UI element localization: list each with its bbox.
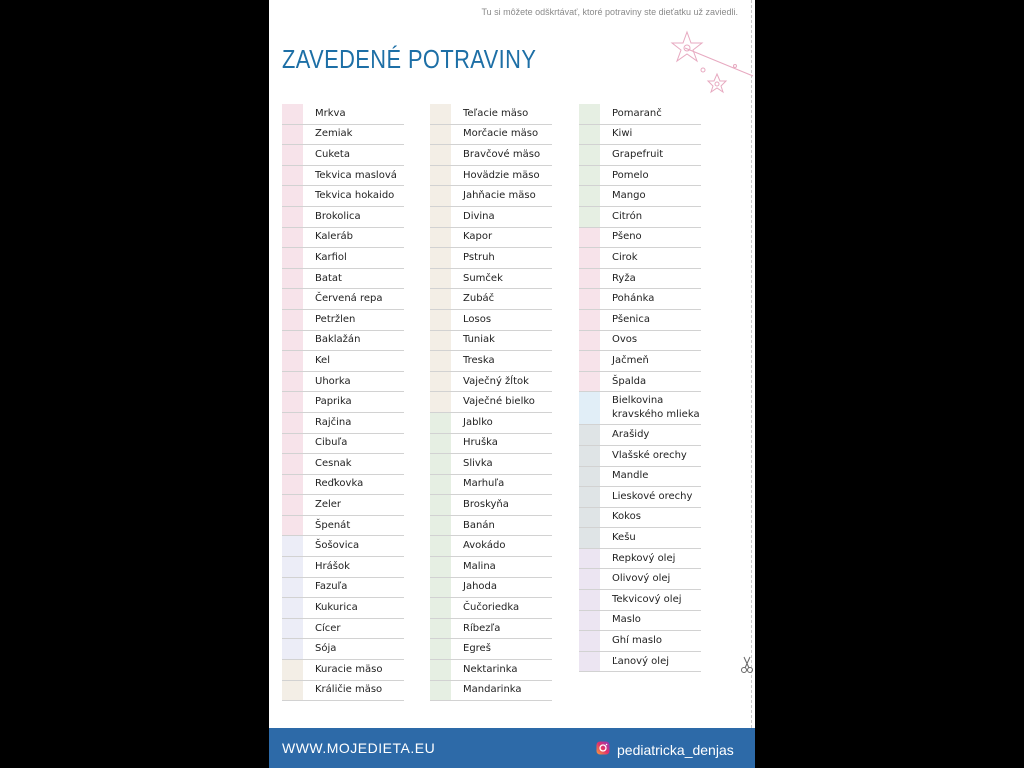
food-item-label: Cuketa [315, 148, 350, 160]
food-item-label: Avokádo [463, 540, 506, 552]
food-item-label: Slivka [463, 457, 493, 469]
food-item-label: Zubáč [463, 293, 495, 305]
food-item[interactable] [579, 331, 701, 352]
food-item[interactable] [430, 516, 552, 537]
food-item-label: Červená repa [315, 293, 383, 305]
food-item-label: Jahňacie mäso [463, 190, 536, 202]
checkbox-swatch[interactable] [430, 228, 451, 248]
checkbox-swatch[interactable] [579, 207, 600, 227]
food-item[interactable] [579, 372, 701, 393]
food-item[interactable] [282, 434, 404, 455]
food-item-label: Pstruh [463, 251, 495, 263]
food-item[interactable] [282, 557, 404, 578]
food-item-label: Hovädzie mäso [463, 169, 540, 181]
checkbox-swatch[interactable] [579, 392, 600, 424]
food-item[interactable] [282, 228, 404, 249]
food-item-label: Bielkovina kravského mlieka [612, 395, 700, 421]
food-item-label: Zeler [315, 499, 342, 511]
food-item[interactable] [430, 413, 552, 434]
food-item-label: Šošovica [315, 540, 360, 552]
checkbox-swatch[interactable] [579, 228, 600, 248]
food-item-label: Kel [315, 354, 330, 366]
food-item-label: Pšenica [612, 313, 650, 325]
food-item[interactable] [579, 228, 701, 249]
checkbox-swatch[interactable] [579, 125, 600, 145]
checkbox-swatch[interactable] [282, 454, 303, 474]
food-item[interactable] [579, 207, 701, 228]
food-item[interactable] [579, 289, 701, 310]
checkbox-swatch[interactable] [430, 392, 451, 412]
food-item-label: Jablko [463, 416, 493, 428]
food-item-label: Mango [612, 190, 646, 202]
food-item-label: Grapefruit [612, 148, 664, 160]
food-item-label: Ľanový olej [612, 655, 669, 667]
food-item[interactable] [282, 351, 404, 372]
food-item[interactable] [282, 598, 404, 619]
checkbox-swatch[interactable] [430, 639, 451, 659]
food-item-label: Broskyňa [463, 499, 509, 511]
checkbox-swatch[interactable] [430, 186, 451, 206]
food-item-label: Baklažán [315, 334, 361, 346]
food-item-label: Sója [315, 643, 337, 655]
food-item-label: Cesnak [315, 457, 352, 469]
food-item-label: Mandarinka [463, 684, 522, 696]
checkbox-swatch[interactable] [430, 536, 451, 556]
instagram-handle[interactable] [596, 740, 734, 759]
checkbox-swatch[interactable] [579, 590, 600, 610]
checkbox-swatch[interactable] [430, 598, 451, 618]
food-item[interactable] [579, 611, 701, 632]
food-item-label: Arašidy [612, 429, 650, 441]
food-item[interactable] [430, 207, 552, 228]
checkbox-swatch[interactable] [282, 289, 303, 309]
checkbox-swatch[interactable] [430, 145, 451, 165]
food-item[interactable] [282, 454, 404, 475]
food-item-label: Špenát [315, 519, 351, 531]
food-item[interactable] [430, 434, 552, 455]
instruction-note: Tu si môžete odškrtávať, ktoré potraviny ste dieťatku už zaviedli. [481, 7, 738, 17]
food-item-label: Kuracie mäso [315, 663, 383, 675]
food-item-label: Reďkovka [315, 478, 364, 490]
food-item-label: Repkový olej [612, 552, 676, 564]
food-item-label: Batat [315, 272, 342, 284]
checkbox-swatch[interactable] [282, 125, 303, 145]
checkbox-swatch[interactable] [430, 516, 451, 536]
checkbox-swatch[interactable] [579, 351, 600, 371]
food-item[interactable] [282, 516, 404, 537]
food-item[interactable] [430, 166, 552, 187]
food-column-3 [579, 104, 701, 672]
checkbox-swatch[interactable] [282, 681, 303, 701]
food-item[interactable] [579, 467, 701, 488]
footer-bar [269, 728, 755, 768]
checkbox-swatch[interactable] [282, 557, 303, 577]
food-item-label: Olivový olej [612, 573, 671, 585]
food-item[interactable] [579, 652, 701, 673]
checkbox-swatch[interactable] [282, 495, 303, 515]
checkbox-swatch[interactable] [282, 536, 303, 556]
food-item[interactable] [282, 248, 404, 269]
page-title: ZAVEDENÉ POTRAVINY [282, 44, 537, 74]
food-item[interactable] [282, 619, 404, 640]
food-item-label: Jačmeň [612, 354, 649, 366]
cut-line [751, 0, 752, 728]
food-item[interactable] [579, 145, 701, 166]
food-item[interactable] [282, 639, 404, 660]
document-page [269, 0, 755, 768]
checkbox-swatch[interactable] [579, 549, 600, 569]
checkbox-swatch[interactable] [579, 269, 600, 289]
food-item[interactable] [282, 331, 404, 352]
food-item[interactable] [430, 639, 552, 660]
checkbox-swatch[interactable] [579, 467, 600, 487]
food-item-label: Uhorka [315, 375, 351, 387]
checkbox-swatch[interactable] [282, 269, 303, 289]
food-item[interactable] [430, 186, 552, 207]
checkbox-swatch[interactable] [579, 331, 600, 351]
food-item[interactable] [430, 475, 552, 496]
checkbox-swatch[interactable] [430, 269, 451, 289]
checkbox-swatch[interactable] [430, 681, 451, 701]
checkbox-swatch[interactable] [430, 475, 451, 495]
instagram-label: pediatricka_denjas [617, 741, 734, 758]
food-item-label: Tekvica maslová [315, 169, 397, 181]
checkbox-swatch[interactable] [430, 578, 451, 598]
food-item[interactable] [579, 248, 701, 269]
food-item[interactable] [282, 681, 404, 702]
food-item-label: Ryža [612, 272, 636, 284]
food-item-label: Čučoriedka [463, 602, 520, 614]
checkbox-swatch[interactable] [282, 104, 303, 124]
food-item-label: Petržlen [315, 313, 356, 325]
food-item[interactable] [430, 536, 552, 557]
food-item[interactable] [430, 454, 552, 475]
checkbox-swatch[interactable] [579, 104, 600, 124]
food-item-label: Malina [463, 560, 496, 572]
food-item-label: Kukurica [315, 602, 358, 614]
food-item-label: Jahoda [463, 581, 498, 593]
food-item[interactable] [282, 413, 404, 434]
website-link[interactable]: WWW.MOJEDIETA.EU [282, 740, 436, 756]
checkbox-swatch[interactable] [579, 487, 600, 507]
food-item-label: Treska [463, 354, 495, 366]
food-item-label: Ovos [612, 334, 638, 346]
food-item-label: Vaječný žĺtok [463, 375, 529, 387]
food-item[interactable] [430, 598, 552, 619]
food-item[interactable] [579, 590, 701, 611]
food-item-label: Hrášok [315, 560, 350, 572]
food-item[interactable] [282, 495, 404, 516]
checkbox-swatch[interactable] [430, 289, 451, 309]
checkbox-swatch[interactable] [430, 248, 451, 268]
checkbox-swatch[interactable] [282, 331, 303, 351]
checkbox-swatch[interactable] [282, 516, 303, 536]
checkbox-swatch[interactable] [579, 446, 600, 466]
food-item[interactable] [579, 487, 701, 508]
food-item-label: Kokos [612, 511, 641, 523]
checkbox-swatch[interactable] [430, 310, 451, 330]
food-item-label: Paprika [315, 396, 352, 408]
flower-decoration-icon [665, 26, 755, 105]
checkbox-swatch[interactable] [282, 207, 303, 227]
food-item-label: Kaleráb [315, 231, 354, 243]
checkbox-swatch[interactable] [430, 207, 451, 227]
checkbox-swatch[interactable] [579, 310, 600, 330]
food-item[interactable] [579, 549, 701, 570]
food-item[interactable] [282, 125, 404, 146]
food-item[interactable] [430, 351, 552, 372]
food-item-label: Cibuľa [315, 437, 348, 449]
checkbox-swatch[interactable] [282, 248, 303, 268]
food-item-label: Zemiak [315, 128, 353, 140]
checkbox-swatch[interactable] [282, 413, 303, 433]
checkbox-swatch[interactable] [579, 186, 600, 206]
food-item-label: Bravčové mäso [463, 148, 541, 160]
checkbox-swatch[interactable] [579, 652, 600, 672]
food-item[interactable] [579, 310, 701, 331]
food-item[interactable] [282, 660, 404, 681]
food-item-label: Mandle [612, 470, 649, 482]
food-column-2 [430, 104, 552, 701]
instagram-icon [596, 740, 610, 759]
food-item[interactable] [430, 557, 552, 578]
checkbox-swatch[interactable] [579, 145, 600, 165]
checkbox-swatch[interactable] [282, 228, 303, 248]
food-item[interactable] [282, 392, 404, 413]
checkbox-swatch[interactable] [282, 310, 303, 330]
food-item-label: Tekvicový olej [612, 593, 682, 605]
food-item-label: Pšeno [612, 231, 642, 243]
checkbox-swatch[interactable] [430, 557, 451, 577]
checkbox-swatch[interactable] [282, 372, 303, 392]
checkbox-swatch[interactable] [282, 475, 303, 495]
food-item-label: Teľacie mäso [463, 107, 529, 119]
checkbox-swatch[interactable] [430, 660, 451, 680]
food-item[interactable] [579, 269, 701, 290]
food-item[interactable] [282, 207, 404, 228]
food-item[interactable] [430, 392, 552, 413]
food-item-label: Cícer [315, 622, 341, 634]
food-item-label: Marhuľa [463, 478, 505, 490]
checkbox-swatch[interactable] [282, 392, 303, 412]
food-item[interactable] [430, 310, 552, 331]
food-item-label: Ríbezľa [463, 622, 501, 634]
checkbox-swatch[interactable] [579, 289, 600, 309]
checkbox-swatch[interactable] [579, 372, 600, 392]
food-item[interactable] [430, 619, 552, 640]
food-item[interactable] [579, 125, 701, 146]
food-item[interactable] [282, 269, 404, 290]
food-item-label: Mrkva [315, 107, 346, 119]
food-item[interactable] [430, 269, 552, 290]
food-item[interactable] [430, 228, 552, 249]
food-item-label: Egreš [463, 643, 491, 655]
food-item[interactable] [579, 104, 701, 125]
checkbox-swatch[interactable] [282, 166, 303, 186]
checkbox-swatch[interactable] [282, 619, 303, 639]
food-item-label: Brokolica [315, 210, 361, 222]
food-item[interactable] [430, 248, 552, 269]
food-item[interactable] [282, 475, 404, 496]
food-item-label: Losos [463, 313, 492, 325]
scissors-icon [740, 656, 754, 678]
food-item-label: Špalda [612, 375, 647, 387]
food-item-label: Tekvica hokaido [315, 190, 395, 202]
checkbox-swatch[interactable] [579, 528, 600, 548]
checkbox-swatch[interactable] [430, 166, 451, 186]
food-item-label: Banán [463, 519, 495, 531]
food-item[interactable] [579, 569, 701, 590]
checkbox-swatch[interactable] [579, 166, 600, 186]
checkbox-swatch[interactable] [430, 619, 451, 639]
food-column-1 [282, 104, 404, 701]
food-item[interactable] [282, 536, 404, 557]
food-item-label: Hruška [463, 437, 498, 449]
food-item[interactable] [579, 631, 701, 652]
checkbox-swatch[interactable] [430, 434, 451, 454]
food-item[interactable] [430, 495, 552, 516]
checkbox-swatch[interactable] [579, 569, 600, 589]
food-item[interactable] [282, 310, 404, 331]
food-item-label: Vlašské orechy [612, 449, 687, 461]
food-item[interactable] [430, 331, 552, 352]
food-item[interactable] [430, 578, 552, 599]
food-item-label: Kapor [463, 231, 493, 243]
food-item[interactable] [579, 166, 701, 187]
food-item-label: Tuniak [463, 334, 495, 346]
food-item-label: Karfiol [315, 251, 347, 263]
food-item[interactable] [430, 289, 552, 310]
checkbox-swatch[interactable] [282, 660, 303, 680]
food-item-label: Morčacie mäso [463, 128, 539, 140]
food-item[interactable] [579, 351, 701, 372]
food-item[interactable] [579, 528, 701, 549]
food-item[interactable] [282, 578, 404, 599]
food-item[interactable] [282, 166, 404, 187]
food-item[interactable] [430, 125, 552, 146]
checkbox-swatch[interactable] [430, 104, 451, 124]
checkbox-swatch[interactable] [579, 631, 600, 651]
checkbox-swatch[interactable] [430, 413, 451, 433]
food-item-label: Citrón [612, 210, 643, 222]
checkbox-swatch[interactable] [430, 372, 451, 392]
food-item[interactable] [579, 425, 701, 446]
food-item-label: Divina [463, 210, 495, 222]
food-item-label: Králičie mäso [315, 684, 383, 696]
checkbox-swatch[interactable] [430, 331, 451, 351]
food-item-label: Kiwi [612, 128, 633, 140]
food-item[interactable] [579, 446, 701, 467]
food-item[interactable] [282, 289, 404, 310]
checkbox-swatch[interactable] [282, 639, 303, 659]
food-item-label: Sumček [463, 272, 503, 284]
checkbox-swatch[interactable] [579, 425, 600, 445]
food-item[interactable] [430, 681, 552, 702]
food-item-label: Pomaranč [612, 107, 662, 119]
food-item-label: Nektarinka [463, 663, 518, 675]
food-item[interactable] [282, 372, 404, 393]
food-item-label: Cirok [612, 251, 638, 263]
food-item-label: Ghí maslo [612, 635, 663, 647]
checkbox-swatch[interactable] [430, 454, 451, 474]
food-item[interactable] [579, 186, 701, 207]
checkbox-swatch[interactable] [579, 508, 600, 528]
checkbox-swatch[interactable] [282, 145, 303, 165]
checkbox-swatch[interactable] [282, 351, 303, 371]
checkbox-swatch[interactable] [430, 351, 451, 371]
food-item-label: Fazuľa [315, 581, 348, 593]
food-item-label: Pohánka [612, 293, 655, 305]
checkbox-swatch[interactable] [282, 186, 303, 206]
food-item[interactable] [430, 660, 552, 681]
food-item[interactable] [579, 392, 701, 425]
food-item-label: Rajčina [315, 416, 352, 428]
food-item[interactable] [430, 104, 552, 125]
food-item-label: Kešu [612, 532, 636, 544]
food-item-label: Lieskové orechy [612, 490, 693, 502]
checkbox-swatch[interactable] [579, 248, 600, 268]
checkbox-swatch[interactable] [430, 495, 451, 515]
food-item[interactable] [430, 145, 552, 166]
checkbox-swatch[interactable] [282, 598, 303, 618]
checkbox-swatch[interactable] [430, 125, 451, 145]
food-item[interactable] [282, 186, 404, 207]
food-item-label: Maslo [612, 614, 641, 626]
checkbox-swatch[interactable] [282, 578, 303, 598]
food-item[interactable] [282, 104, 404, 125]
food-item-label: Pomelo [612, 169, 649, 181]
food-item[interactable] [282, 145, 404, 166]
food-item[interactable] [579, 508, 701, 529]
food-item-label: Vaječné bielko [463, 396, 535, 408]
food-item[interactable] [430, 372, 552, 393]
checkbox-swatch[interactable] [579, 611, 600, 631]
checkbox-swatch[interactable] [282, 434, 303, 454]
